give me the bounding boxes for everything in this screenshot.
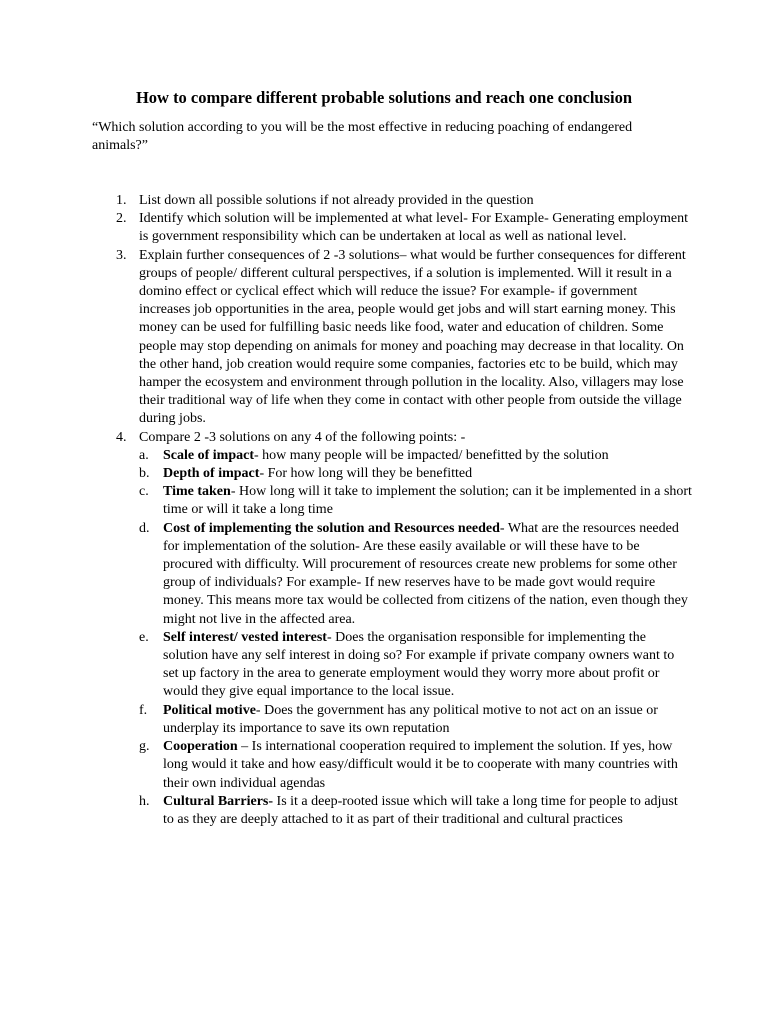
point-heading: Time taken — [163, 484, 231, 500]
point-text: - For how long will they be benefitted — [259, 466, 473, 482]
point-text: Is it a deep-rooted issue which will take a long time for people to adjust to as they are deeply attached to it as part of their traditional and cultural practices — [163, 793, 678, 827]
document-title: How to compare different probable solutions and reach one conclusion — [135, 88, 633, 107]
step-item — [92, 429, 692, 829]
point-text: – Is international cooperation required to implement the solution. If yes, how long would it take and how easy/difficult would it be to cooperate with many countries with their own individual agendas — [163, 739, 678, 791]
point-text: - What are the resources needed for implementation of the solution- Are these easily available or will these have to be procured with difficulty. Will procurement of resources create new problems for some other group of individuals? For example- If new reserves have to be made govt would require money. This means more tax would be collected from citizens of the nation, even though they might not live in the affected area. — [163, 520, 688, 627]
step-item — [92, 210, 692, 246]
steps-list — [92, 192, 692, 829]
step-text: Explain further consequences of 2 -3 solutions– what would be further consequences for different groups of people/ different cultural perspectives, if a solution is implemented. Will it result in a domino effect or cyclical effect which will reduce the issue? For example- if government increases job opportunities in the area, people would get jobs and will start earning money. This money can be used for fulfilling basic needs like food, water and education of children. Some people may stop depending on animals for money and poaching may decrease in that locality. On the other hand, job creation would require some companies, factories etc to be build, which may hamper the ecosystem and environment through pollution in the locality. Also, villagers may lose their traditional way of life when they come in contact with other people from outside the village during jobs. — [139, 247, 686, 427]
point-letter: g. — [139, 739, 150, 755]
step-item — [92, 247, 692, 429]
point-letter: d. — [139, 520, 150, 536]
step-number: 2. — [116, 211, 127, 227]
comparison-point — [139, 738, 692, 793]
point-heading: Cultural Barriers- — [163, 793, 274, 809]
point-letter: f. — [139, 702, 148, 718]
question-text: “Which solution according to you will be the most effective in reducing poaching of endangered animals?” — [92, 120, 633, 154]
point-heading: Self interest/ vested interest — [163, 629, 327, 645]
step-text: Identify which solution will be implemented at what level- For Example- Generating employment is government responsibility which can be undertaken at local as well as national level. — [139, 211, 688, 245]
comparison-point — [139, 483, 692, 519]
point-letter: a. — [139, 447, 149, 463]
comparison-point — [139, 520, 692, 629]
point-text: - How long will it take to implement the solution; can it be implemented in a short time or will it take a long time — [163, 484, 692, 518]
point-text: - Does the government has any political motive to not act on an issue or underplay its importance to save its own reputation — [163, 702, 658, 736]
point-heading: Political motive — [163, 702, 256, 718]
comparison-point — [139, 793, 692, 829]
comparison-point — [139, 702, 692, 738]
point-letter: c. — [139, 484, 149, 500]
point-heading: Cooperation — [163, 739, 238, 755]
step-item — [92, 192, 692, 210]
point-letter: b. — [139, 466, 150, 482]
step-number: 3. — [116, 247, 127, 263]
step-number: 4. — [116, 429, 127, 445]
point-letter: e. — [139, 629, 149, 645]
point-text: - Does the organisation responsible for implementing the solution have any self interest in doing so? For example if private company owners want to set up factory in the area to generate employment would they worry more about profit or would they give equal importance to the local issue. — [163, 629, 675, 700]
point-heading: Scale of impact — [163, 447, 254, 463]
comparison-points-list — [139, 447, 692, 829]
comparison-point — [139, 629, 692, 702]
point-heading: Cost of implementing the solution and Resources needed — [163, 520, 500, 536]
step-text: List down all possible solutions if not already provided in the question — [139, 193, 534, 208]
comparison-point — [139, 465, 692, 483]
point-heading: Depth of impact — [163, 466, 260, 482]
comparison-point — [139, 447, 692, 465]
point-letter: h. — [139, 793, 150, 809]
step-text: Compare 2 -3 solutions on any 4 of the following points: - — [139, 429, 466, 445]
point-text: - how many people will be impacted/ benefitted by the solution — [253, 447, 609, 463]
step-number: 1. — [116, 193, 127, 208]
